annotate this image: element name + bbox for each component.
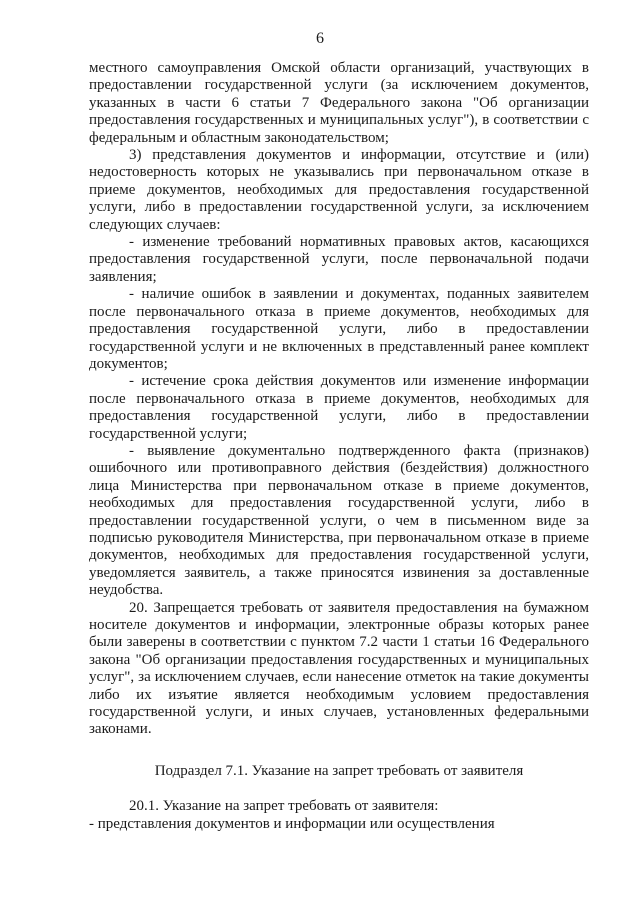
list-item-documents: - представления документов и информации или осуществления [89,815,495,832]
list-item-errors: - наличие ошибок в заявлении и документах, поданных заявителем после первоначального отказа в приеме документов, необходимых для предоставления государственной услуги, либо в предоставлении государственной услуги и не включенных в представленный ранее комплект документов; [89,286,589,372]
paragraph-20-1: 20.1. Указание на запрет требовать от заявителя: [129,798,439,815]
document-body [89,60,589,833]
paragraph-item-3: 3) представления документов и информации, отсутствие и (или) недостоверность которых не указывались при первоначальном отказе в приеме документов, необходимых для предоставления государственной услуги, либо в предоставлении государственной услуги, за исключением следующих случаев: [89,147,589,233]
paragraph-continuation: местного самоуправления Омской области организаций, участвующих в предоставлении государственной услуги (за исключением документов, указанных в части 6 статьи 7 Федерального закона "Об организации предоставления государственных и муниципальных услуг"), в соответствии с федеральным и областным законодательством; [89,60,589,146]
list-item-expiry: - истечение срока действия документов или изменение информации после первоначального отказа в приеме документов, необходимых для предоставления государственной услуги, либо в предоставлении государственной услуги; [89,373,589,442]
paragraph-20: 20. Запрещается требовать от заявителя предоставления на бумажном носителе документов и информации, электронные образы которых ранее были заверены в соответствии с пунктом 7.2 части 1 статьи 16 Федерального закона "Об организации предоставления государственных и муниципальных услуг", за исключением случаев, если нанесение отметок на такие документы либо их изъятие является необходимым условием предоставления государственной услуги, и иных случаев, установленных федеральными законами. [89,599,589,738]
list-item-requirements-change: - изменение требований нормативных правовых актов, касающихся предоставления государственной услуги, после первоначальной подачи заявления; [89,234,589,285]
page-number: 6 [316,30,324,47]
list-item-misconduct: - выявление документально подтвержденного факта (признаков) ошибочного или противоправного действия (бездействия) должностного лица Министерства при первоначальном отказе в приеме документов, необходимых для предоставления государственной услуги, либо в предоставлении государственной услуги, о чем в письменном виде за подписью руководителя Министерства, при первоначальном отказе в приеме документов, необходимых для предоставления государственной услуги, уведомляется заявитель, а также приносятся извинения за доставленные неудобства. [89,442,589,599]
subsection-heading: Подраздел 7.1. Указание на запрет требовать от заявителя [154,762,524,779]
